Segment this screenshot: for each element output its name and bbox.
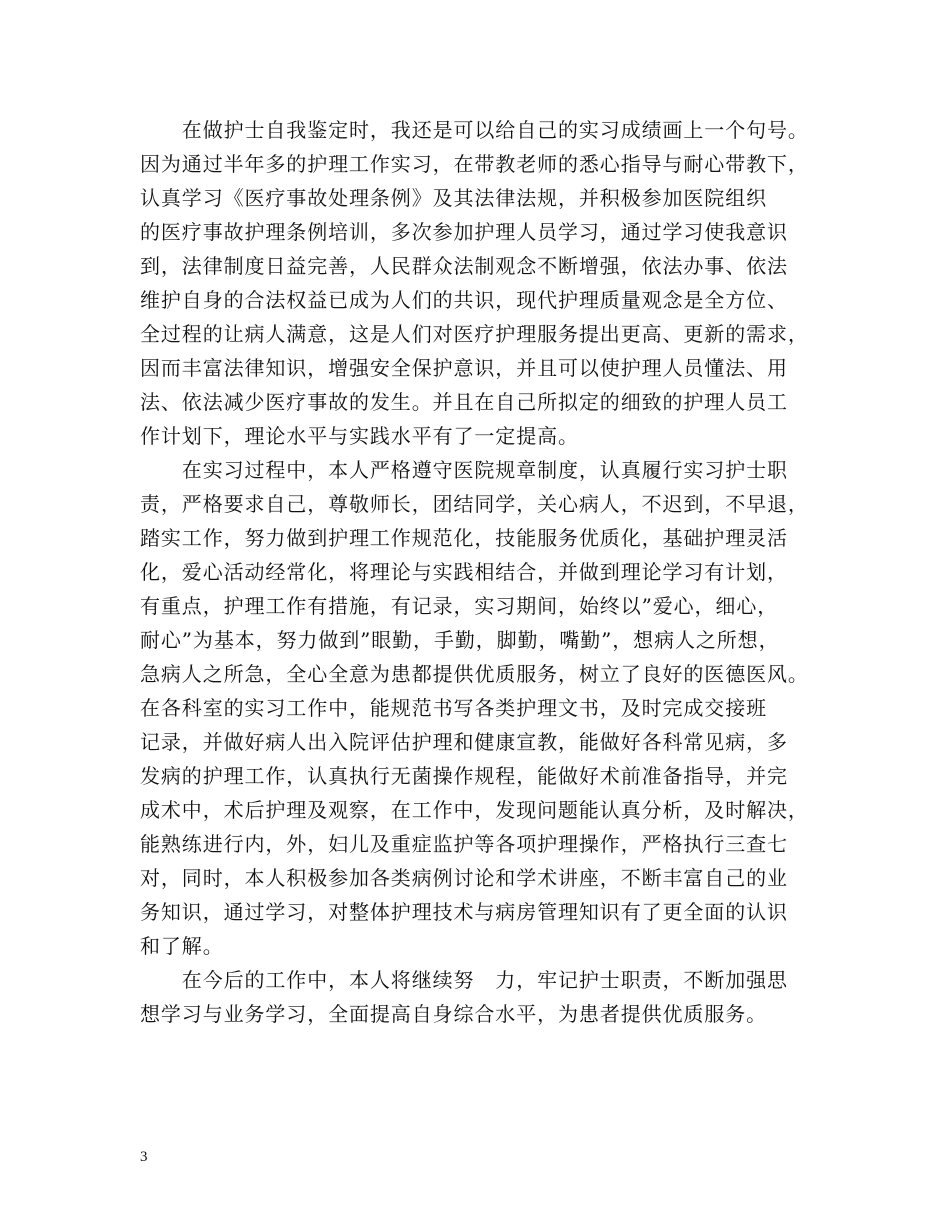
text-line: 在各科室的实习工作中，能规范书写各类护理文书，及时完成交接班 (140, 696, 767, 720)
text-line: 发病的护理工作，认真执行无菌操作规程，能做好术前准备指导，并完 (140, 764, 788, 788)
text-line: 对，同时，本人积极参加各类病例讨论和学术讲座，不断丰富自己的业 (140, 866, 788, 890)
text-line: 能熟练进行内，外，妇儿及重症监护等各项护理操作，严格执行三查七 (140, 832, 788, 856)
text-line: 记录，并做好病人出入院评估护理和健康宣教，能做好各科常见病，多 (140, 730, 788, 754)
text-line: 在今后的工作中，本人将继续努 力，牢记护士职责，不断加强思 (140, 968, 788, 992)
text-line: 化，爱心活动经常化，将理论与实践相结合，并做到理论学习有计划， (140, 560, 788, 584)
text-line: 责，严格要求自己，尊敬师长，团结同学，关心病人，不迟到，不早退， (140, 492, 809, 516)
text-line: 维护自身的合法权益已成为人们的共识，现代护理质量观念是全方位、 (140, 288, 788, 312)
text-line: 在实习过程中，本人严格遵守医院规章制度，认真履行实习护士职 (140, 458, 788, 482)
text-line: 和了解。 (140, 934, 224, 958)
text-line: 在做护士自我鉴定时，我还是可以给自己的实习成绩画上一个句号。 (140, 118, 809, 142)
text-line: 急病人之所急，全心全意为患都提供优质服务，树立了良好的医德医风。 (140, 662, 809, 686)
text-line: 作计划下，理论水平与实践水平有了一定提高。 (140, 424, 579, 448)
text-line: 因而丰富法律知识，增强安全保护意识，并且可以使护理人员懂法、用 (140, 356, 788, 380)
text-line: 到，法律制度日益完善，人民群众法制观念不断增强，依法办事、依法 (140, 254, 788, 278)
text-line: 踏实工作，努力做到护理工作规范化，技能服务优质化，基础护理灵活 (140, 526, 788, 550)
text-line: 的医疗事故护理条例培训，多次参加护理人员学习，通过学习使我意识 (140, 220, 788, 244)
text-line: 认真学习《医疗事故处理条例》及其法律法规，并积极参加医院组织 (140, 186, 767, 210)
text-line: 因为通过半年多的护理工作实习，在带教老师的悉心指导与耐心带教下， (140, 152, 809, 176)
text-line: 耐心”为基本，努力做到”眼勤，手勤，脚勤，嘴勤”，想病人之所想， (140, 628, 780, 652)
text-line: 全过程的让病人满意，这是人们对医疗护理服务提出更高、更新的需求， (140, 322, 809, 346)
text-line: 务知识，通过学习，对整体护理技术与病房管理知识有了更全面的认识 (140, 900, 788, 924)
text-line: 有重点，护理工作有措施，有记录，实习期间，始终以”爱心，细心， (140, 594, 779, 618)
page-number: 3 (140, 1149, 148, 1165)
text-line: 想学习与业务学习，全面提高自身综合水平，为患者提供优质服务。 (140, 1002, 767, 1026)
text-line: 成术中，术后护理及观察，在工作中，发现问题能认真分析，及时解决， (140, 798, 809, 822)
text-line: 法、依法减少医疗事故的发生。并且在自己所拟定的细致的护理人员工 (140, 390, 788, 414)
